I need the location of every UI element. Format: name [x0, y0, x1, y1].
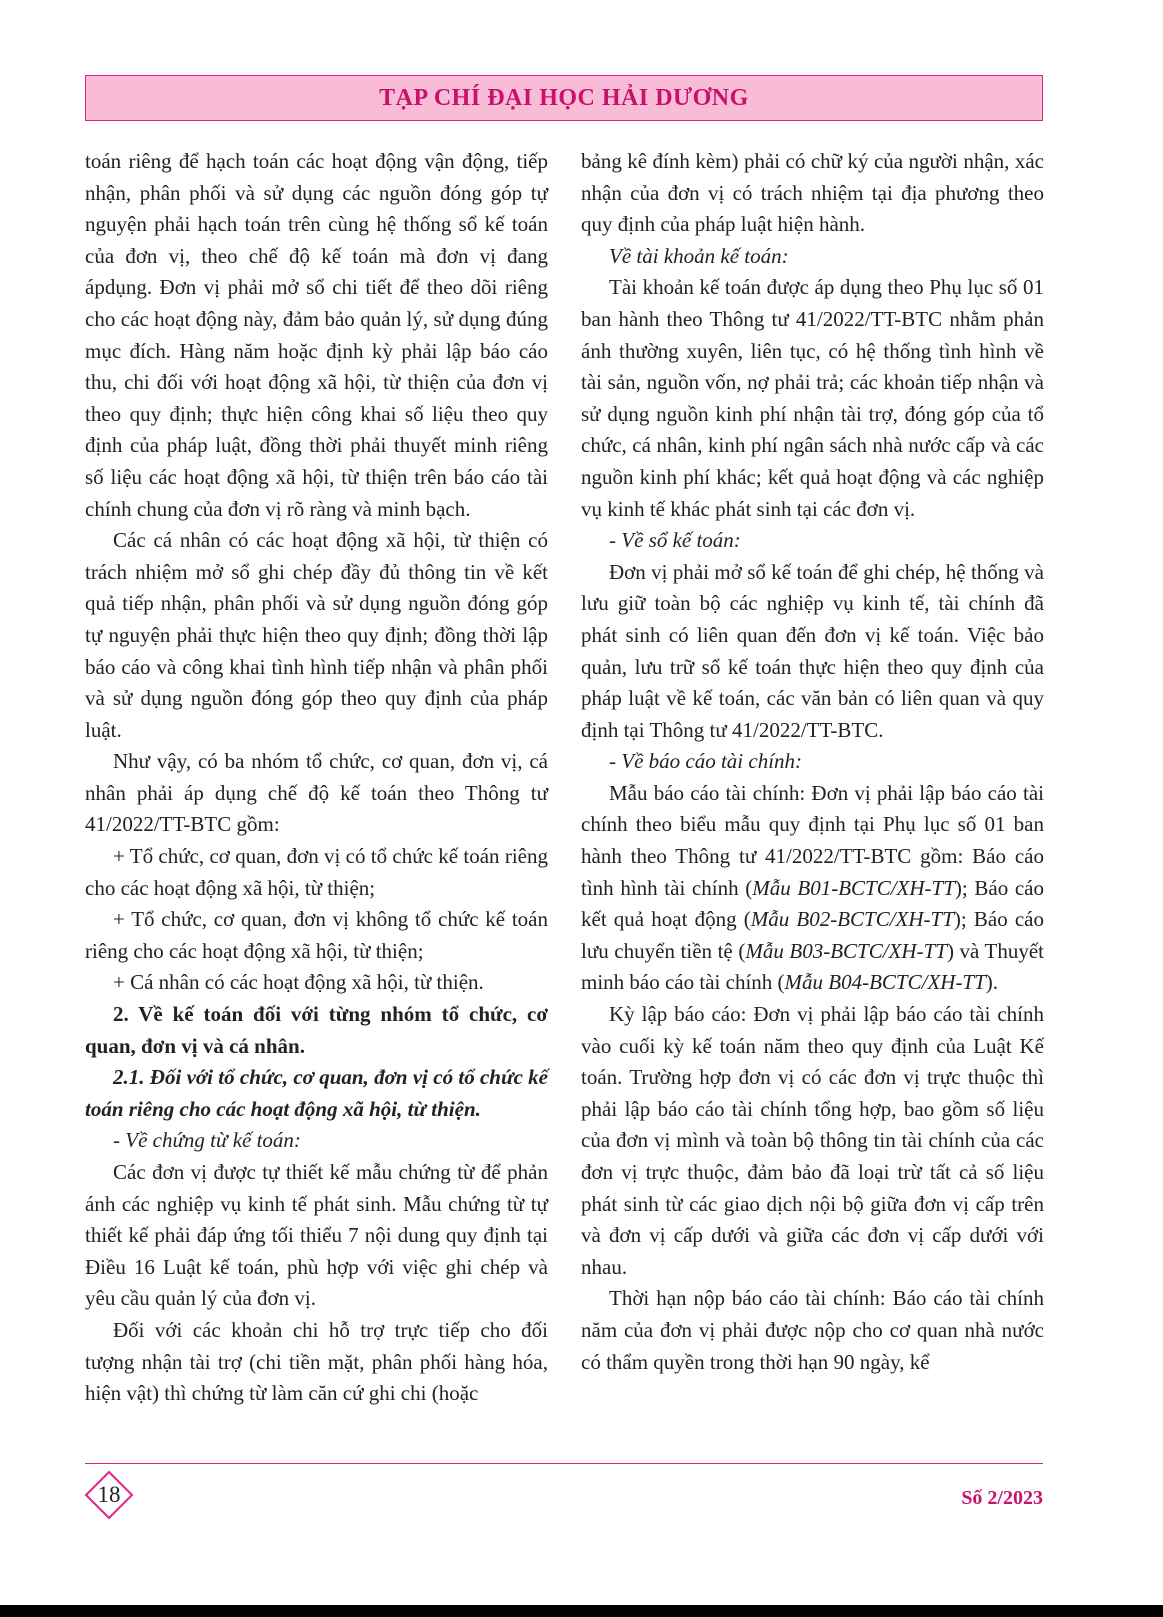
right-column: [581, 146, 1044, 1378]
footer-divider: [85, 1463, 1043, 1464]
text-run: ) và Thuyết minh báo cáo tài chính (: [581, 938, 1045, 995]
paragraph: Đơn vị phải mở sổ kế toán để ghi chép, hệ thống và lưu giữ toàn bộ các nghiệp vụ kinh tế, tài chính đã phát sinh có liên quan đến đơn vị kế toán. Việc bảo quản, lưu trữ sổ kế toán thực hiện theo quy định của pháp luật về kế toán, các văn bản có liên quan và quy định tại Thông tư 41/2022/TT-BTC.: [581, 559, 1044, 742]
text-run: ); Báo cáo kết quả hoạt động (: [581, 875, 1044, 932]
form-code: Mẫu B04-BCTC/XH-TT: [784, 970, 986, 995]
subheading: - Về báo cáo tài chính:: [609, 749, 803, 774]
subheading: Về tài khoản kế toán:: [609, 243, 789, 268]
subheading: - Về sổ kế toán:: [609, 528, 741, 553]
subsection-heading: 2.1. Đối với tổ chức, cơ quan, đơn vị có tổ chức kế toán riêng cho các hoạt động xã hội, từ thiện.: [85, 1065, 548, 1121]
bottom-border: [0, 1605, 1163, 1617]
list-item: + Tổ chức, cơ quan, đơn vị không tổ chức kế toán riêng cho các hoạt động xã hội, từ thiện;: [85, 907, 548, 963]
paragraph: toán riêng để hạch toán các hoạt động vận động, tiếp nhận, phân phối và sử dụng các nguồn đóng góp tự nguyện phải hạch toán trên cùng hệ thống sổ kế toán của đơn vị, theo chế độ kế toán mà đơn vị đang ápdụng. Đơn vị phải mở sổ chi tiết để theo dõi riêng cho các hoạt động này, đảm bảo quản lý, sử dụng đúng mục đích. Hàng năm hoặc định kỳ phải lập báo cáo thu, chi đối với hoạt động xã hội, từ thiện của đơn vị theo quy định; thực hiện công khai số liệu theo quy định của pháp luật, đồng thời phải thuyết minh riêng số liệu các hoạt động xã hội, từ thiện trên báo cáo tài chính chung của đơn vị rõ ràng và minh bạch.: [85, 149, 548, 521]
form-code: Mẫu B03-BCTC/XH-TT: [745, 938, 947, 963]
paragraph: Các đơn vị được tự thiết kế mẫu chứng từ để phản ánh các nghiệp vụ kinh tế phát sinh. Mẫu chứng từ tự thiết kế phải đáp ứng tối thiểu 7 nội dung quy định tại Điều 16 Luật kế toán, phù hợp với việc ghi chép và yêu cầu quản lý của đơn vị.: [85, 1160, 548, 1311]
subheading: - Về chứng từ kế toán:: [113, 1128, 301, 1153]
paragraph: Đối với các khoản chi hỗ trợ trực tiếp cho đối tượng nhận tài trợ (chi tiền mặt, phân phối hàng hóa, hiện vật) thì chứng từ làm căn cứ ghi chi (hoặc: [85, 1317, 548, 1406]
form-code: Mẫu B02-BCTC/XH-TT: [750, 907, 954, 932]
list-item: + Cá nhân có các hoạt động xã hội, từ thiện.: [113, 970, 484, 995]
paragraph: Các cá nhân có các hoạt động xã hội, từ thiện có trách nhiệm mở sổ ghi chép đầy đủ thông tin về kết quả tiếp nhận, phân phối và sử dụng nguồn đóng góp tự nguyện phải thực hiện theo quy định; đồng thời lập báo cáo và công khai tình hình tiếp nhận và phân phối và sử dụng nguồn đóng góp theo quy định của pháp luật.: [85, 528, 548, 742]
form-code: Mẫu B01-BCTC/XH-TT: [752, 875, 955, 900]
paragraph: bảng kê đính kèm) phải có chữ ký của người nhận, xác nhận của đơn vị có trách nhiệm tại địa phương theo quy định của pháp luật hiện hành.: [581, 149, 1044, 237]
journal-title: TẠP CHÍ ĐẠI HỌC HẢI DƯƠNG: [379, 84, 749, 111]
text-run: Mẫu báo cáo tài chính: Đơn vị phải lập báo cáo tài chính theo biểu mẫu quy định tại Phụ lục số 01 ban hành theo Thông tư 41/2022/TT-BTC gồm: Báo cáo tình hình tài chính (: [581, 780, 1044, 900]
section-heading: 2. Về kế toán đối với từng nhóm tổ chức, cơ quan, đơn vị và cá nhân.: [85, 1002, 548, 1058]
text-run: ).: [985, 970, 999, 995]
page-number-badge: [84, 1470, 134, 1520]
journal-header: [85, 75, 1043, 121]
page-number: 18: [97, 1482, 121, 1507]
paragraph: [581, 778, 1044, 999]
issue-number: Số 2/2023: [961, 1487, 1043, 1509]
paragraph: Như vậy, có ba nhóm tổ chức, cơ quan, đơn vị, cá nhân phải áp dụng chế độ kế toán theo Thông tư 41/2022/TT-BTC gồm:: [85, 749, 548, 837]
paragraph: Kỳ lập báo cáo: Đơn vị phải lập báo cáo tài chính vào cuối kỳ kế toán năm theo quy định của Luật Kế toán. Trường hợp đơn vị có các đơn vị trực thuộc thì phải lập báo cáo tài chính tổng hợp, bao gồm số liệu của đơn vị mình và toàn bộ thông tin tài chính của các đơn vị trực thuộc, đảm bảo đã loại trừ tất cả số liệu phát sinh từ các giao dịch nội bộ giữa đơn vị cấp trên và đơn vị cấp dưới và giữa các đơn vị cấp dưới với nhau.: [581, 1002, 1044, 1279]
paragraph: Tài khoản kế toán được áp dụng theo Phụ lục số 01 ban hành theo Thông tư 41/2022/TT-BTC nhằm phản ánh thường xuyên, liên tục, có hệ thống tình hình về tài sản, nguồn vốn, nợ phải trả; các khoản tiếp nhận và sử dụng nguồn kinh phí nhận tài trợ, đóng góp của tổ chức, cá nhân, kinh phí ngân sách nhà nước cấp và các nguồn kinh phí khác; kết quả hoạt động và các nghiệp vụ kinh tế khác phát sinh tại các đơn vị.: [581, 275, 1044, 521]
left-column: [85, 146, 548, 1410]
text-run: ); Báo cáo lưu chuyển tiền tệ (: [581, 907, 1045, 963]
list-item: + Tổ chức, cơ quan, đơn vị có tổ chức kế toán riêng cho các hoạt động xã hội, từ thiện;: [85, 844, 548, 900]
paragraph: Thời hạn nộp báo cáo tài chính: Báo cáo tài chính năm của đơn vị phải được nộp cho cơ quan nhà nước có thẩm quyền trong thời hạn 90 ngày, kể: [581, 1286, 1044, 1374]
